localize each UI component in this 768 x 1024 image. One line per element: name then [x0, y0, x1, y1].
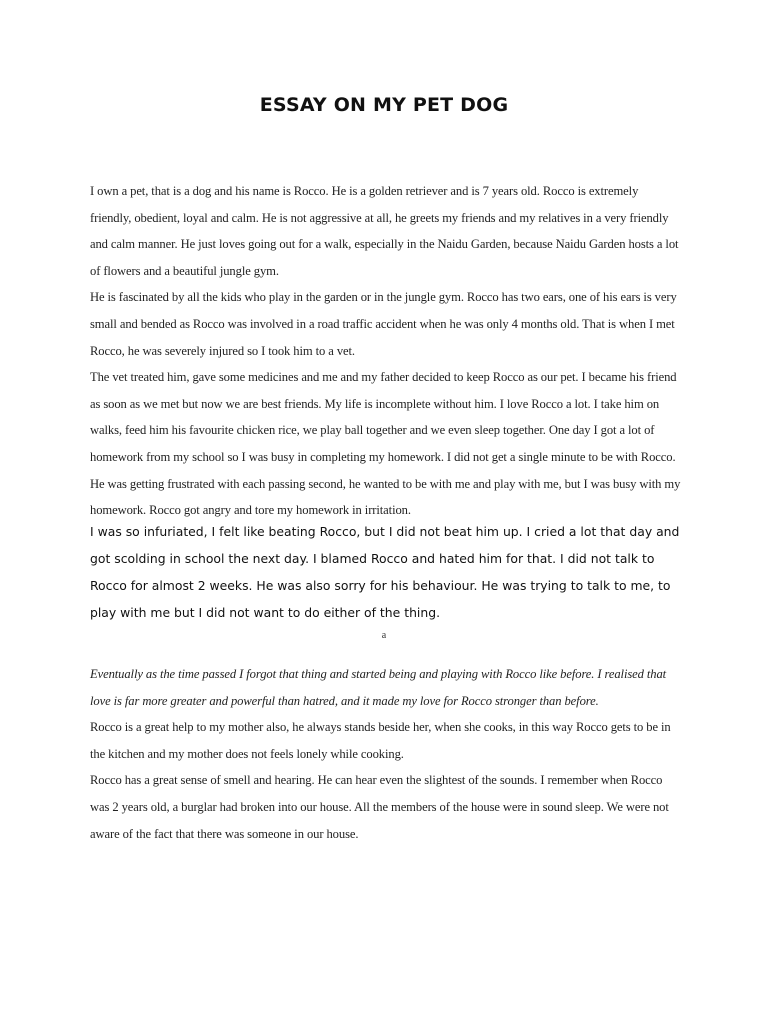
- essay-paragraph: He is fascinated by all the kids who play in the garden or in the jungle gym. Rocco has two ears, one of his ears is very small and bended as Rocco was involved in a road traffic accident when he was only 4 months old. That is when I met Rocco, he was severely injured so I took him to a vet.: [90, 290, 677, 358]
- essay-body-part1: [90, 178, 682, 524]
- essay-paragraph: I own a pet, that is a dog and his name is Rocco. He is a golden retriever and is 7 years old. Rocco is extremely friendly, obedient, loyal and calm. He is not aggressive at all, he greets my friends and my relatives in a very friendly and calm manner. He just loves going out for a walk, especially in the Naidu Garden, because Naidu Garden hosts a lot of flowers and a beautiful jungle gym.: [90, 184, 679, 278]
- essay-paragraph: Rocco is a great help to my mother also, he always stands beside her, when she cooks, in this way Rocco gets to be in the kitchen and my mother does not feels lonely while cooking.: [90, 720, 671, 761]
- essay-paragraph: Rocco has a great sense of smell and hearing. He can hear even the slightest of the sounds. I remember when Rocco was 2 years old, a burglar had broken into our house. All the members of the house were in sound sleep. We were not aware of the fact that there was someone in our house.: [90, 773, 669, 841]
- essay-paragraph-bold: I was so infuriated, I felt like beating Rocco, but I did not beat him up. I cried a lot that day and got scolding in school the next day. I blamed Rocco and hated him for that. I did not talk to Rocco for almost 2 weeks. He was also sorry for his behaviour. He was trying to talk to me, to play with me but I did not want to do either of the thing.: [90, 524, 680, 620]
- essay-title: ESSAY ON MY PET DOG: [259, 94, 509, 116]
- essay-body-part2: [90, 661, 682, 847]
- essay-paragraph-italic: Eventually as the time passed I forgot that thing and started being and playing with Rocco like before. I realised that love is far more greater and powerful than hatred, and it made my love for Rocco stronger than before.: [90, 667, 667, 708]
- essay-body-bold: [90, 518, 682, 626]
- separator-mark: a: [381, 630, 387, 641]
- essay-paragraph: The vet treated him, gave some medicines and me and my father decided to keep Rocco as our pet. I became his friend as soon as we met but now we are best friends. My life is incomplete without him. I love Rocco a lot. I take him on walks, feed him his favourite chicken rice, we play ball together and we even sleep together. One day I got a lot of homework from my school so I was busy in completing my homework. I did not get a single minute to be with Rocco. He was getting frustrated with each passing second, he wanted to be with me and play with me, but I was busy with my homework. Rocco got angry and tore my homework in irritation.: [90, 370, 681, 518]
